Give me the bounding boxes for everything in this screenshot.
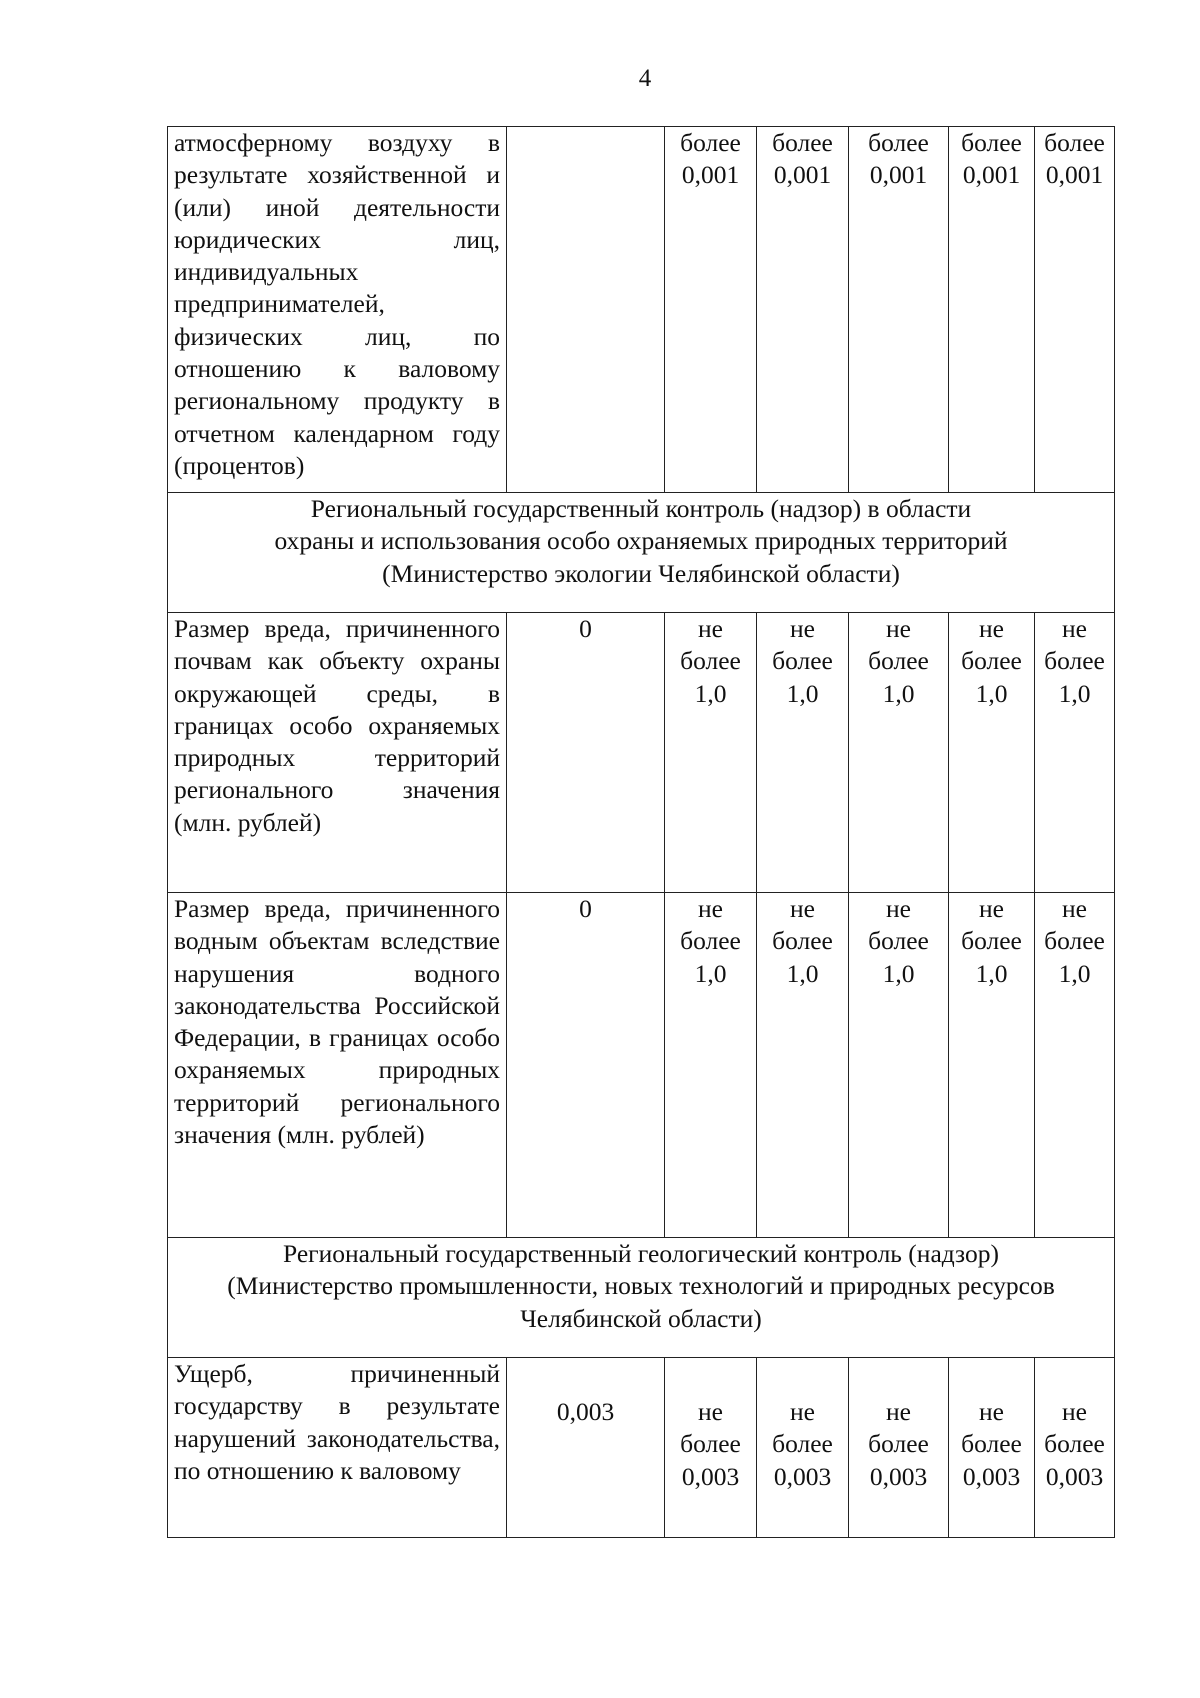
target-value-cell: более 0,001 <box>849 127 949 493</box>
target-value-cell: более 0,001 <box>665 127 757 493</box>
target-value-cell: не более 0,003 <box>757 1358 849 1538</box>
target-value-cell: не более 1,0 <box>1035 893 1115 1238</box>
section-heading: Региональный государственный контроль (надзор) в области охраны и использования особо охраняемых природных территорий (Министерство экологии Челябинской области) <box>168 493 1115 613</box>
base-value-cell: 0 <box>507 893 665 1238</box>
target-value-cell: не более 0,003 <box>665 1358 757 1538</box>
section-heading-row <box>168 1238 1115 1358</box>
section-heading-row <box>168 493 1115 613</box>
table-row <box>168 893 1115 1238</box>
target-value-cell: не более 1,0 <box>757 613 849 893</box>
target-value-cell: не более 0,003 <box>949 1358 1035 1538</box>
target-value-cell: не более 0,003 <box>1035 1358 1115 1538</box>
indicator-description: Размер вреда, причиненного почвам как объекту охраны окружающей среды, в границах особо охраняемых природных территорий регионального значения (млн. рублей) <box>168 613 507 893</box>
table-row <box>168 127 1115 493</box>
target-value-cell: не более 1,0 <box>849 893 949 1238</box>
target-value-cell: более 0,001 <box>949 127 1035 493</box>
base-value-cell: 0,003 <box>507 1358 665 1538</box>
target-value-cell: не более 1,0 <box>665 613 757 893</box>
target-value-cell: не более 1,0 <box>949 613 1035 893</box>
target-value-cell: не более 1,0 <box>949 893 1035 1238</box>
indicators-table <box>167 126 1115 1538</box>
table-row <box>168 1358 1115 1538</box>
target-value-cell: более 0,001 <box>757 127 849 493</box>
page-number: 4 <box>638 65 652 92</box>
target-value-cell: не более 0,003 <box>849 1358 949 1538</box>
target-value-cell: не более 1,0 <box>849 613 949 893</box>
target-value-cell: не более 1,0 <box>1035 613 1115 893</box>
target-value-cell: не более 1,0 <box>757 893 849 1238</box>
indicator-description: атмосферному воздуху в результате хозяйственной и (или) иной деятельности юридических лиц, индивидуальных предпринимателей, физических лиц, по отношению к валовому региональному продукту в отчетном календарном году (процентов) <box>168 127 507 493</box>
target-value-cell: не более 1,0 <box>665 893 757 1238</box>
indicator-description: Ущерб, причиненный государству в результате нарушений законодательства, по отношению к валовому <box>168 1358 507 1538</box>
target-value-cell: более 0,001 <box>1035 127 1115 493</box>
indicator-description: Размер вреда, причиненного водным объектам вследствие нарушения водного законодательства Российской Федерации, в границах особо охраняемых природных территорий регионального значения (млн. рублей) <box>168 893 507 1238</box>
table-row <box>168 613 1115 893</box>
base-value-cell: 0 <box>507 613 665 893</box>
base-value-cell <box>507 127 665 493</box>
section-heading: Региональный государственный геологический контроль (надзор) (Министерство промышленности, новых технологий и природных ресурсов Челябинской области) <box>168 1238 1115 1358</box>
